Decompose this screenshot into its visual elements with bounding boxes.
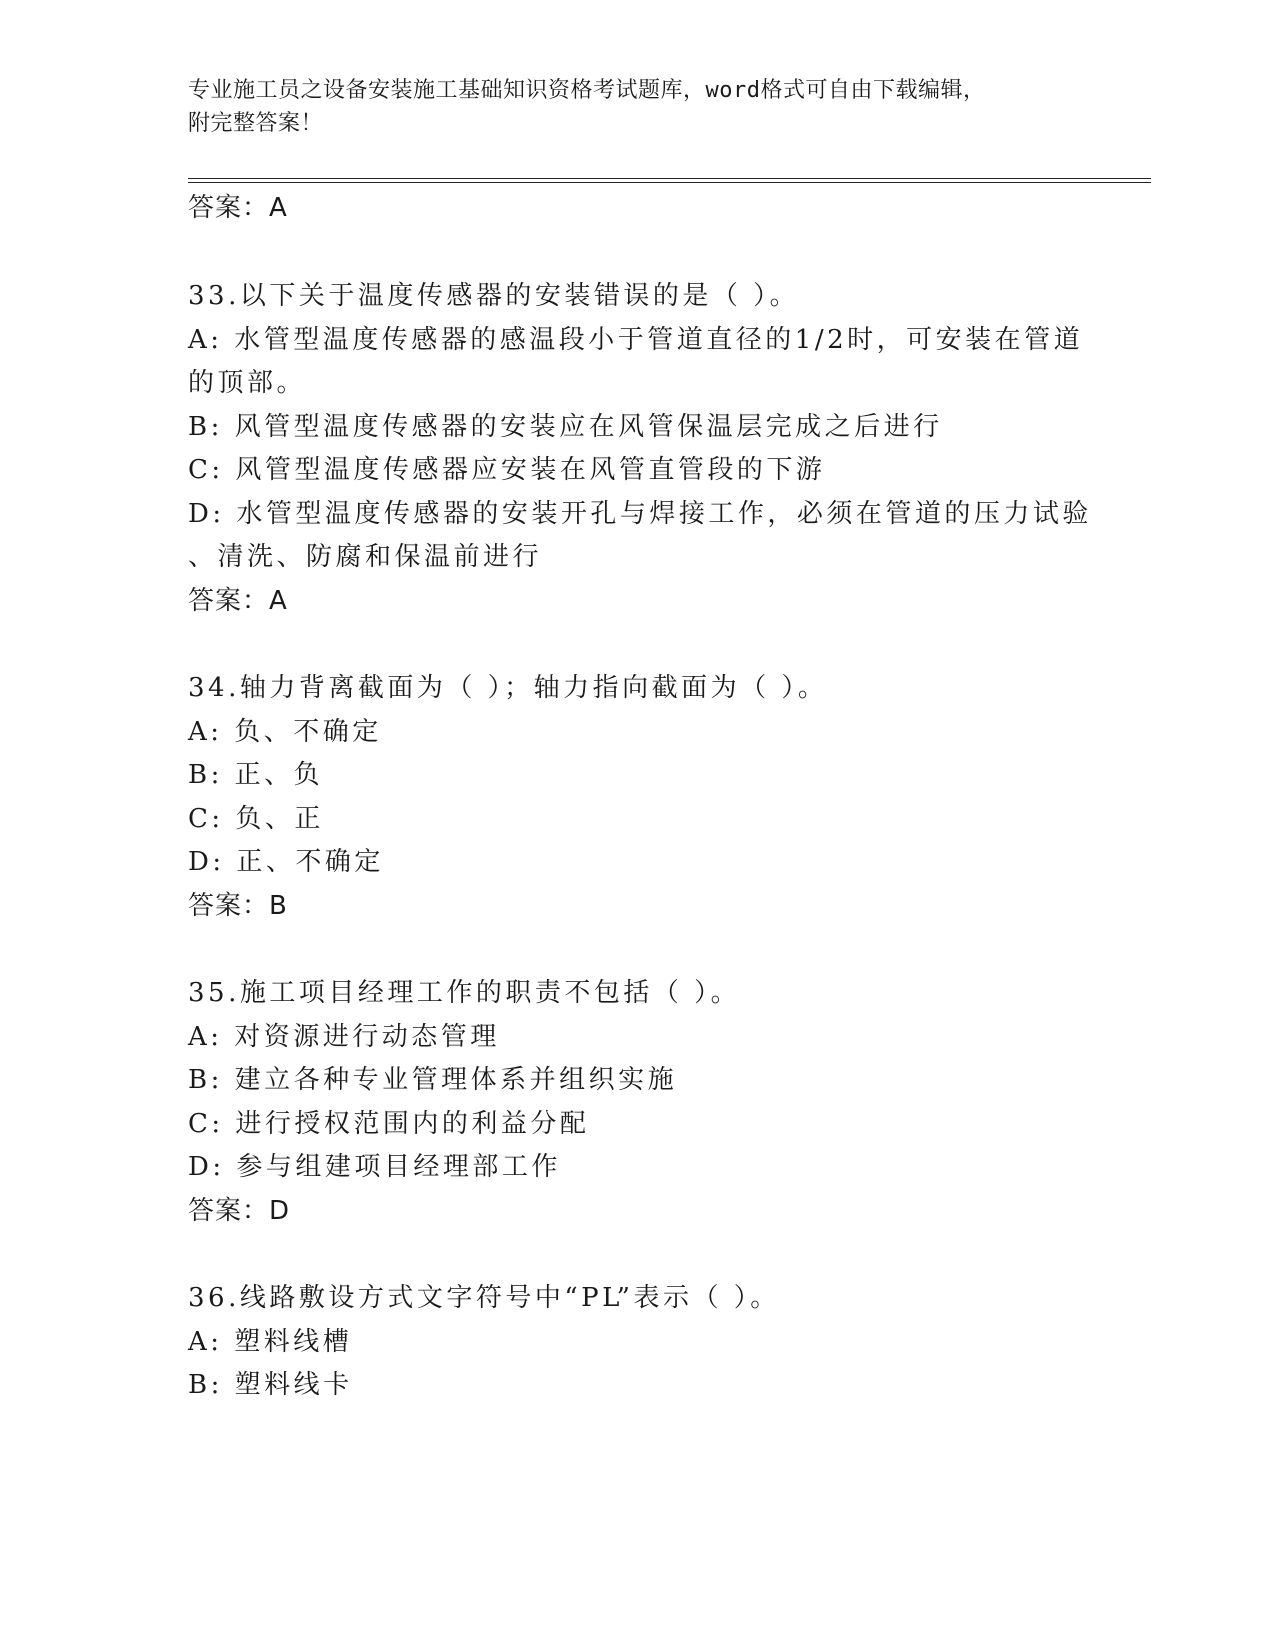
option-line: A: 塑料线槽 — [188, 1327, 353, 1357]
header-rule-top — [188, 178, 1151, 179]
option-line: D: 水管型温度传感器的安装开孔与焊接工作，必须在管道的压力试验 — [188, 499, 1092, 529]
answer-line: 答案：A — [188, 586, 288, 616]
question-stem: 33.以下关于温度传感器的安装错误的是（ ）。 — [188, 281, 800, 311]
document-header — [188, 74, 1088, 140]
option-line: B: 建立各种专业管理体系并组织实施 — [188, 1065, 678, 1095]
option-line: C: 进行授权范围内的利益分配 — [188, 1109, 590, 1139]
option-line: 、清洗、防腐和保温前进行 — [188, 542, 543, 572]
option-line: 的顶部。 — [188, 368, 307, 398]
question-stem: 34.轴力背离截面为（ ）；轴力指向截面为（ ）。 — [188, 673, 828, 703]
header-line-1: 专业施工员之设备安装施工基础知识资格考试题库，word格式可自由下载编辑， — [188, 78, 986, 103]
option-line: B: 塑料线卡 — [188, 1370, 353, 1400]
option-line: A: 对资源进行动态管理 — [188, 1022, 500, 1052]
option-line: C: 风管型温度传感器应安装在风管直管段的下游 — [188, 455, 826, 485]
option-line: D: 参与组建项目经理部工作 — [188, 1152, 561, 1182]
answer-line: 答案：B — [188, 891, 288, 921]
option-line: C: 负、正 — [188, 804, 324, 834]
header-rule-bottom — [188, 182, 1151, 183]
option-line: B: 正、负 — [188, 760, 324, 790]
question-stem: 35.施工项目经理工作的职责不包括（ ）。 — [188, 978, 741, 1008]
option-line: B: 风管型温度传感器的安装应在风管保温层完成之后进行 — [188, 412, 943, 442]
option-line: A: 负、不确定 — [188, 717, 382, 747]
answer-line: 答案：A — [188, 193, 288, 223]
option-line: A: 水管型温度传感器的感温段小于管道直径的1/2时，可安装在管道 — [188, 325, 1084, 355]
answer-line: 答案：D — [188, 1196, 291, 1226]
question-stem: 36.线路敷设方式文字符号中“PL”表示（ ）。 — [188, 1283, 780, 1313]
header-line-2: 附完整答案！ — [188, 111, 324, 136]
option-line: D: 正、不确定 — [188, 847, 384, 877]
